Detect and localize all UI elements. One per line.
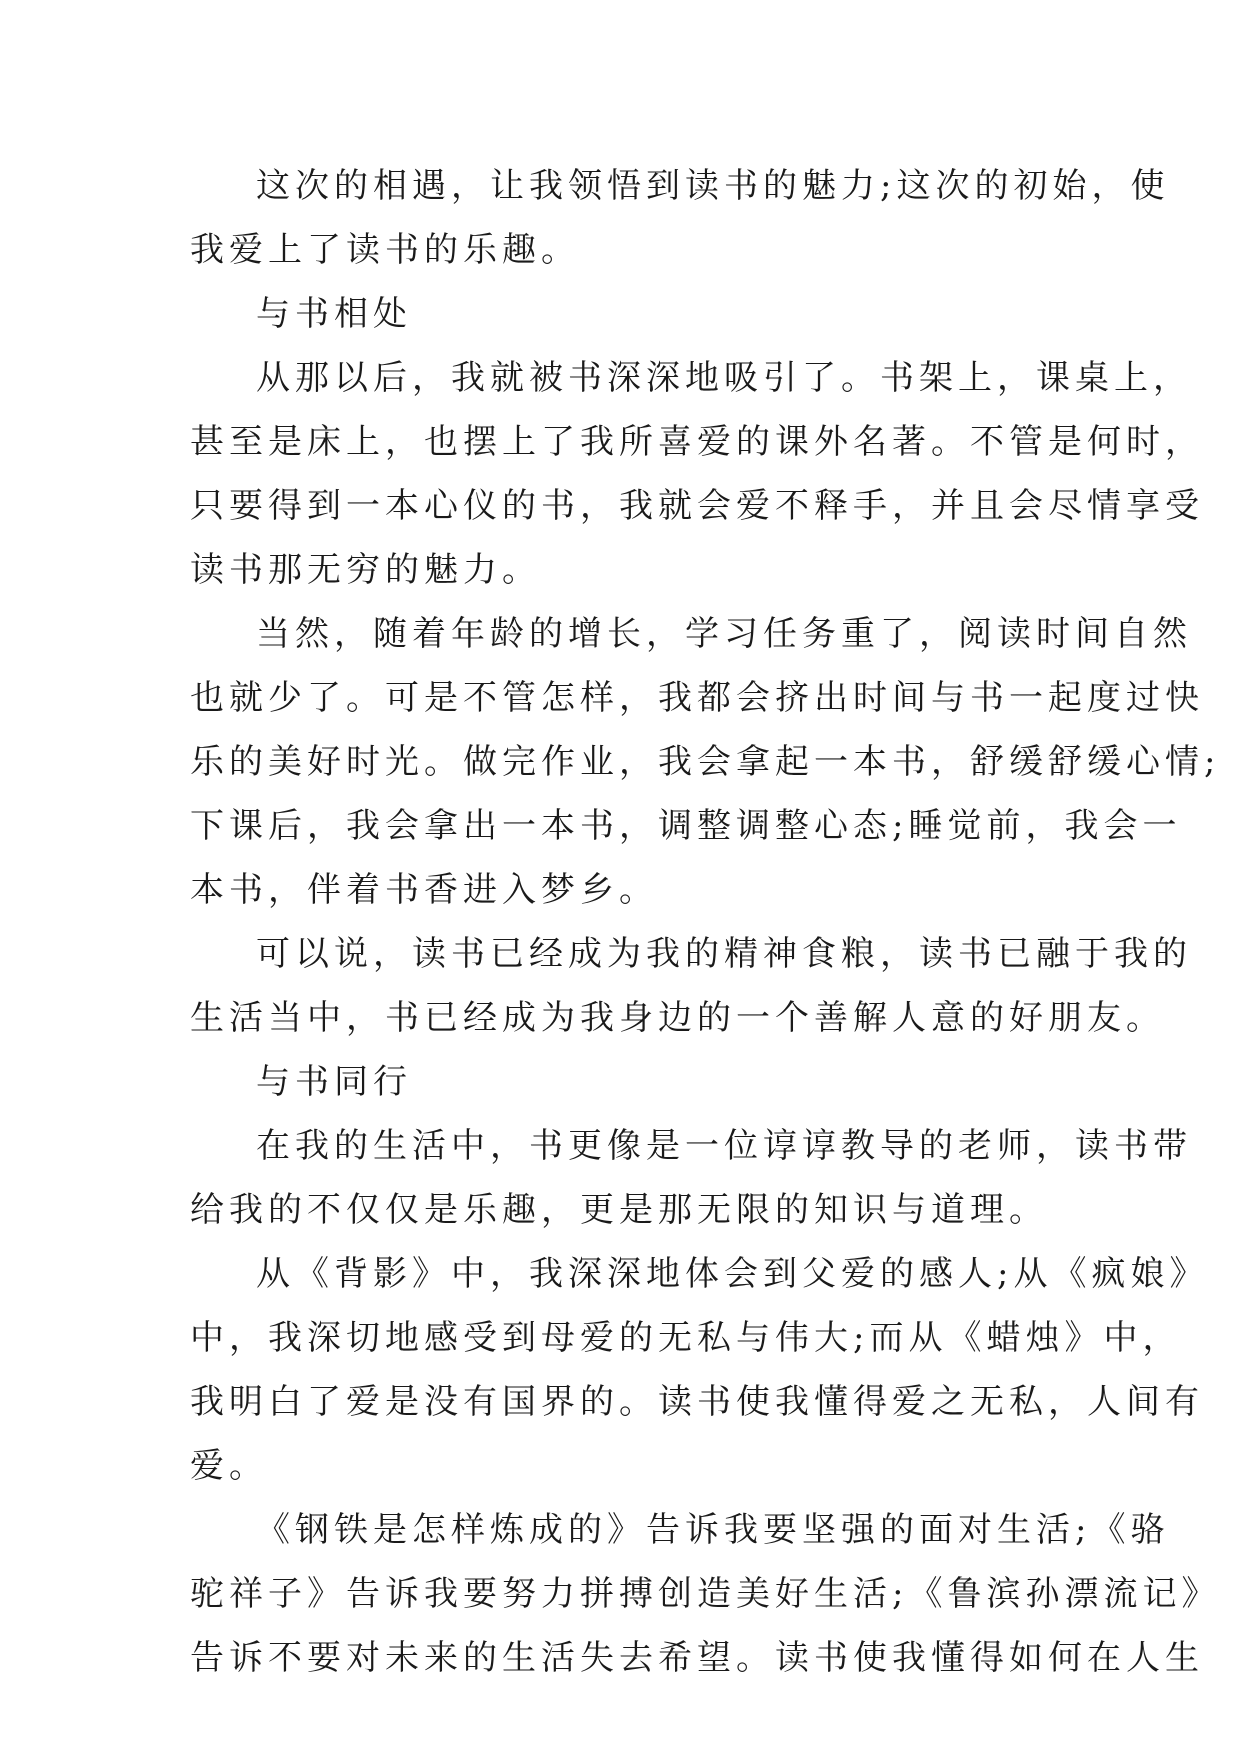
paragraph-line: 从《背影》中，我深深地体会到父爱的感人;从《疯娘》 xyxy=(256,1254,1209,1294)
paragraph-line: 我明白了爱是没有国界的。读书使我懂得爱之无私，人间有 xyxy=(190,1382,1204,1422)
paragraph-line: 告诉不要对未来的生活失去希望。读书使我懂得如何在人生 xyxy=(190,1638,1204,1678)
paragraph-line: 只要得到一本心仪的书，我就会爱不释手，并且会尽情享受 xyxy=(190,486,1204,526)
section-heading: 与书同行 xyxy=(256,1062,412,1102)
paragraph-line: 中，我深切地感受到母爱的无私与伟大;而从《蜡烛》中， xyxy=(190,1318,1182,1358)
paragraph-line: 当然，随着年龄的增长，学习任务重了，阅读时间自然 xyxy=(256,614,1192,654)
paragraph-line: 《钢铁是怎样炼成的》告诉我要坚强的面对生活;《骆 xyxy=(256,1510,1170,1550)
paragraph-line: 甚至是床上，也摆上了我所喜爱的课外名著。不管是何时， xyxy=(190,422,1204,462)
section-heading: 与书相处 xyxy=(256,294,412,334)
paragraph-line: 读书那无穷的魅力。 xyxy=(190,550,541,590)
paragraph-line: 本书，伴着书香进入梦乡。 xyxy=(190,870,658,910)
paragraph-line: 可以说，读书已经成为我的精神食粮，读书已融于我的 xyxy=(256,934,1192,974)
paragraph-line: 下课后，我会拿出一本书，调整调整心态;睡觉前，我会一 xyxy=(190,806,1182,846)
document-body xyxy=(190,154,1221,1690)
paragraph-line: 给我的不仅仅是乐趣，更是那无限的知识与道理。 xyxy=(190,1190,1048,1230)
paragraph-line: 爱。 xyxy=(190,1446,268,1486)
paragraph-line: 生活当中，书已经成为我身边的一个善解人意的好朋友。 xyxy=(190,998,1165,1038)
paragraph-line: 也就少了。可是不管怎样，我都会挤出时间与书一起度过快 xyxy=(190,678,1204,718)
paragraph-line: 从那以后，我就被书深深地吸引了。书架上，课桌上， xyxy=(256,358,1192,398)
paragraph-line: 我爱上了读书的乐趣。 xyxy=(190,230,580,270)
paragraph-line: 这次的相遇，让我领悟到读书的魅力;这次的初始，使 xyxy=(256,166,1170,206)
paragraph-line: 乐的美好时光。做完作业，我会拿起一本书，舒缓舒缓心情; xyxy=(190,742,1221,782)
paragraph-line: 在我的生活中，书更像是一位谆谆教导的老师，读书带 xyxy=(256,1126,1192,1166)
paragraph-line: 驼祥子》告诉我要努力拼搏创造美好生活;《鲁滨孙漂流记》 xyxy=(190,1574,1221,1614)
